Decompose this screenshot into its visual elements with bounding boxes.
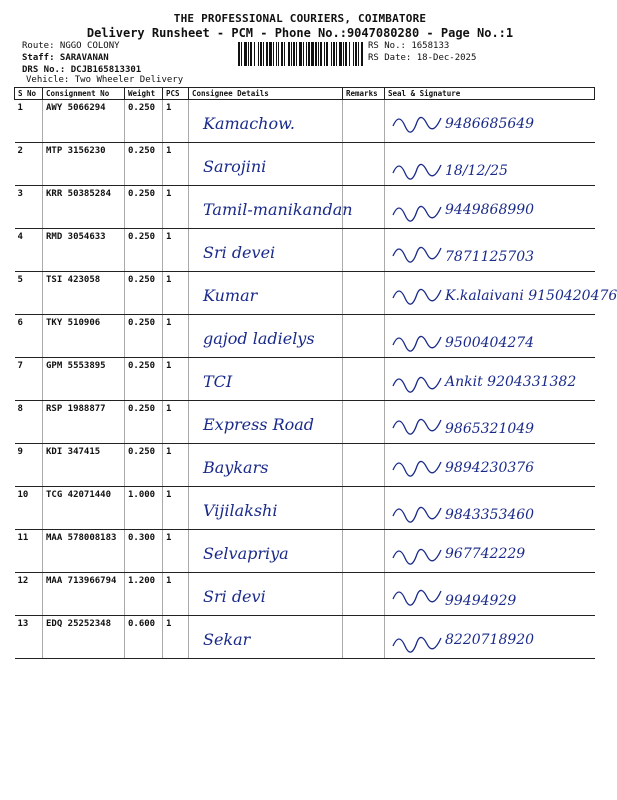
- signature-cell: [385, 487, 595, 530]
- consignee-cell: [189, 186, 353, 229]
- barcode-bar: [311, 42, 314, 66]
- barcode-bar: [308, 42, 310, 66]
- signature-cell: [385, 444, 595, 487]
- consignment-cell: MTP 3156230: [43, 143, 125, 186]
- barcode-bar: [299, 42, 302, 66]
- consignment-cell: MAA 578008183: [43, 530, 125, 573]
- sno-cell: 1: [15, 100, 43, 143]
- consignee-cell: [189, 272, 343, 315]
- remarks-cell: [343, 444, 385, 487]
- weight-cell: 1.000: [125, 487, 163, 530]
- weight-cell: 0.600: [125, 616, 163, 659]
- barcode-bar: [276, 42, 277, 66]
- sno-cell: 13: [15, 616, 43, 659]
- consignee-cell: [189, 616, 343, 659]
- signature-cell: [385, 401, 595, 444]
- signature-phone: K.kalaivani 9150420476: [445, 288, 617, 304]
- weight-cell: 0.250: [125, 100, 163, 143]
- consignee-cell: [189, 573, 343, 616]
- column-header: Remarks: [343, 88, 385, 100]
- remarks-cell: [343, 358, 385, 401]
- pcs-cell: 1: [163, 358, 189, 401]
- remarks-cell: [343, 186, 385, 229]
- rs-number: RS No.: 1658133: [368, 41, 450, 51]
- table-row: [15, 143, 595, 186]
- remarks-cell: [343, 573, 385, 616]
- weight-cell: 0.250: [125, 229, 163, 272]
- column-header: S No: [15, 88, 43, 100]
- signature-cell: [385, 616, 595, 659]
- pcs-cell: 1: [163, 444, 189, 487]
- barcode-bar: [349, 42, 350, 66]
- consignment-cell: KDI 347415: [43, 444, 125, 487]
- pcs-cell: 1: [163, 229, 189, 272]
- barcode-image: [238, 42, 364, 66]
- table-row: [15, 272, 595, 315]
- weight-cell: 0.250: [125, 186, 163, 229]
- consignee-handwriting: Sri devei: [203, 243, 276, 262]
- consignee-cell: [189, 401, 343, 444]
- signature-cell: [385, 186, 595, 229]
- barcode-bar: [244, 42, 247, 66]
- consignee-cell: [189, 315, 343, 358]
- signature-cell: [385, 315, 595, 358]
- signature-phone: Ankit 9204331382: [445, 374, 577, 390]
- consignee-handwriting: Sarojini: [203, 157, 267, 176]
- barcode-bar: [263, 42, 264, 66]
- consignment-cell: GPM 5553895: [43, 358, 125, 401]
- consignee-handwriting: TCI: [203, 372, 233, 391]
- barcode-bar: [288, 42, 290, 66]
- table-row: [15, 616, 595, 659]
- pcs-cell: 1: [163, 100, 189, 143]
- signature-cell: [385, 573, 595, 616]
- sno-cell: 2: [15, 143, 43, 186]
- signature-phone: 18/12/25: [445, 163, 508, 179]
- barcode-bar: [358, 42, 359, 66]
- barcode-bar: [296, 42, 297, 66]
- barcode-bar: [284, 42, 285, 66]
- barcode-bar: [241, 42, 242, 66]
- pcs-cell: 1: [163, 487, 189, 530]
- consignee-cell: [189, 444, 343, 487]
- pcs-cell: 1: [163, 573, 189, 616]
- consignment-cell: RMD 3054633: [43, 229, 125, 272]
- column-header: Consignment No: [43, 88, 125, 100]
- column-header: Weight: [125, 88, 163, 100]
- barcode-bar: [343, 42, 344, 66]
- column-header: Consignee Details: [189, 88, 343, 100]
- consignee-handwriting: Tamil-manikandan: [203, 200, 353, 219]
- consignee-cell: [189, 487, 343, 530]
- barcode-bar: [355, 42, 357, 66]
- consignee-cell: [189, 143, 343, 186]
- table-row: [15, 100, 595, 143]
- remarks-cell: [343, 272, 385, 315]
- consignee-handwriting: Sekar: [203, 630, 251, 649]
- pcs-cell: 1: [163, 143, 189, 186]
- weight-cell: 0.250: [125, 272, 163, 315]
- column-header: PCS: [163, 88, 189, 100]
- remarks-cell: [343, 143, 385, 186]
- barcode-bar: [306, 42, 307, 66]
- barcode-bar: [248, 42, 249, 66]
- barcode-bar: [320, 42, 322, 66]
- consignee-handwriting: gajod ladielys: [203, 329, 315, 348]
- barcode-bar: [281, 42, 283, 66]
- signature-phone: 9486685649: [445, 116, 535, 132]
- consignee-handwriting: Sri devi: [203, 587, 266, 606]
- consignee-cell: [189, 100, 343, 143]
- barcode-bar: [250, 42, 252, 66]
- table-row: [15, 401, 595, 444]
- barcode-bar: [260, 42, 262, 66]
- sno-cell: 11: [15, 530, 43, 573]
- signature-phone: 99494929: [445, 593, 517, 609]
- remarks-cell: [343, 315, 385, 358]
- consignment-cell: EDQ 25252348: [43, 616, 125, 659]
- remarks-cell: [343, 100, 385, 143]
- consignment-cell: TCG 42071440: [43, 487, 125, 530]
- barcode-bar: [278, 42, 279, 66]
- consignee-handwriting: Baykars: [203, 458, 269, 477]
- signature-cell: [385, 229, 595, 272]
- signature-cell: [385, 143, 595, 186]
- sno-cell: 3: [15, 186, 43, 229]
- barcode-bar: [336, 42, 337, 66]
- remarks-cell: [343, 487, 385, 530]
- weight-cell: 0.250: [125, 315, 163, 358]
- sno-cell: 5: [15, 272, 43, 315]
- barcode-bar: [333, 42, 335, 66]
- signature-phone: 967742229: [445, 546, 526, 562]
- barcode-bar: [291, 42, 292, 66]
- sno-cell: 7: [15, 358, 43, 401]
- consignee-cell: [189, 530, 343, 573]
- pcs-cell: 1: [163, 401, 189, 444]
- weight-cell: 1.200: [125, 573, 163, 616]
- vehicle-label: Vehicle: Two Wheeler Delivery: [26, 75, 184, 85]
- remarks-cell: [343, 401, 385, 444]
- barcode-bar: [273, 42, 274, 66]
- table-row: [15, 573, 595, 616]
- signature-cell: [385, 100, 595, 143]
- barcode-bar: [339, 42, 342, 66]
- barcode-bar: [266, 42, 268, 66]
- remarks-cell: [343, 229, 385, 272]
- barcode-bar: [331, 42, 332, 66]
- consignee-handwriting: Express Road: [203, 415, 315, 434]
- signature-phone: 7871125703: [445, 249, 535, 265]
- sno-cell: 4: [15, 229, 43, 272]
- pcs-cell: 1: [163, 616, 189, 659]
- consignment-cell: KRR 50385284: [43, 186, 125, 229]
- barcode-bar: [238, 42, 240, 66]
- weight-cell: 0.250: [125, 444, 163, 487]
- pcs-cell: 1: [163, 272, 189, 315]
- barcode-bar: [293, 42, 295, 66]
- consignee-handwriting: Selvapriya: [203, 544, 289, 563]
- signature-phone: 9449868990: [445, 202, 535, 218]
- pcs-cell: 1: [163, 530, 189, 573]
- table-row: [15, 444, 595, 487]
- barcode-bar: [254, 42, 255, 66]
- weight-cell: 0.250: [125, 401, 163, 444]
- table-row: [15, 186, 595, 229]
- barcode-bar: [345, 42, 347, 66]
- runsheet-title: Delivery Runsheet - PCM - Phone No.:9047080280 - Page No.:1: [86, 26, 514, 40]
- table-row: [15, 315, 595, 358]
- table-header-row: [15, 88, 595, 100]
- route-label: Route: NGGO COLONY: [22, 41, 120, 51]
- weight-cell: 0.300: [125, 530, 163, 573]
- consignee-handwriting: Kamachow.: [203, 114, 295, 133]
- sno-cell: 8: [15, 401, 43, 444]
- drs-label: DRS No.: DCJB165813301: [22, 65, 142, 75]
- signature-phone: 9894230376: [445, 460, 535, 476]
- consignee-handwriting: Vijilakshi: [203, 501, 278, 520]
- staff-label: Staff: SARAVANAN: [22, 53, 109, 63]
- signature-phone: 8220718920: [445, 632, 535, 648]
- barcode-bar: [324, 42, 325, 66]
- pcs-cell: 1: [163, 315, 189, 358]
- barcode-bar: [258, 42, 259, 66]
- consignee-cell: [189, 358, 343, 401]
- consignment-cell: TKY 510906: [43, 315, 125, 358]
- column-header: Seal & Signature: [385, 88, 595, 100]
- signature-cell: [385, 358, 595, 401]
- barcode-bar: [326, 42, 328, 66]
- weight-cell: 0.250: [125, 143, 163, 186]
- sno-cell: 6: [15, 315, 43, 358]
- company-title: THE PROFESSIONAL COURIERS, COIMBATORE: [173, 12, 427, 25]
- remarks-cell: [343, 530, 385, 573]
- barcode-bar: [269, 42, 272, 66]
- rs-date: RS Date: 18-Dec-2025: [368, 53, 477, 63]
- consignment-cell: AWY 5066294: [43, 100, 125, 143]
- signature-phone: 9843353460: [445, 507, 535, 523]
- consignee-handwriting: Kumar: [203, 286, 258, 305]
- runsheet-table: [14, 87, 617, 659]
- signature-cell: [385, 272, 617, 315]
- table-row: [15, 229, 595, 272]
- consignment-cell: TSI 423058: [43, 272, 125, 315]
- signature-phone: 9865321049: [445, 421, 535, 437]
- consignment-cell: MAA 713966794: [43, 573, 125, 616]
- consignment-cell: RSP 1988877: [43, 401, 125, 444]
- sno-cell: 12: [15, 573, 43, 616]
- consignee-cell: [189, 229, 343, 272]
- barcode-bar: [353, 42, 354, 66]
- barcode-bar: [303, 42, 304, 66]
- signature-cell: [385, 530, 595, 573]
- pcs-cell: 1: [163, 186, 189, 229]
- table-row: [15, 358, 595, 401]
- remarks-cell: [343, 616, 385, 659]
- barcode-bar: [318, 42, 319, 66]
- weight-cell: 0.250: [125, 358, 163, 401]
- sno-cell: 10: [15, 487, 43, 530]
- barcode-bar: [361, 42, 363, 66]
- table-row: [15, 530, 595, 573]
- sno-cell: 9: [15, 444, 43, 487]
- signature-phone: 9500404274: [445, 335, 535, 351]
- barcode-bar: [315, 42, 317, 66]
- table-row: [15, 487, 595, 530]
